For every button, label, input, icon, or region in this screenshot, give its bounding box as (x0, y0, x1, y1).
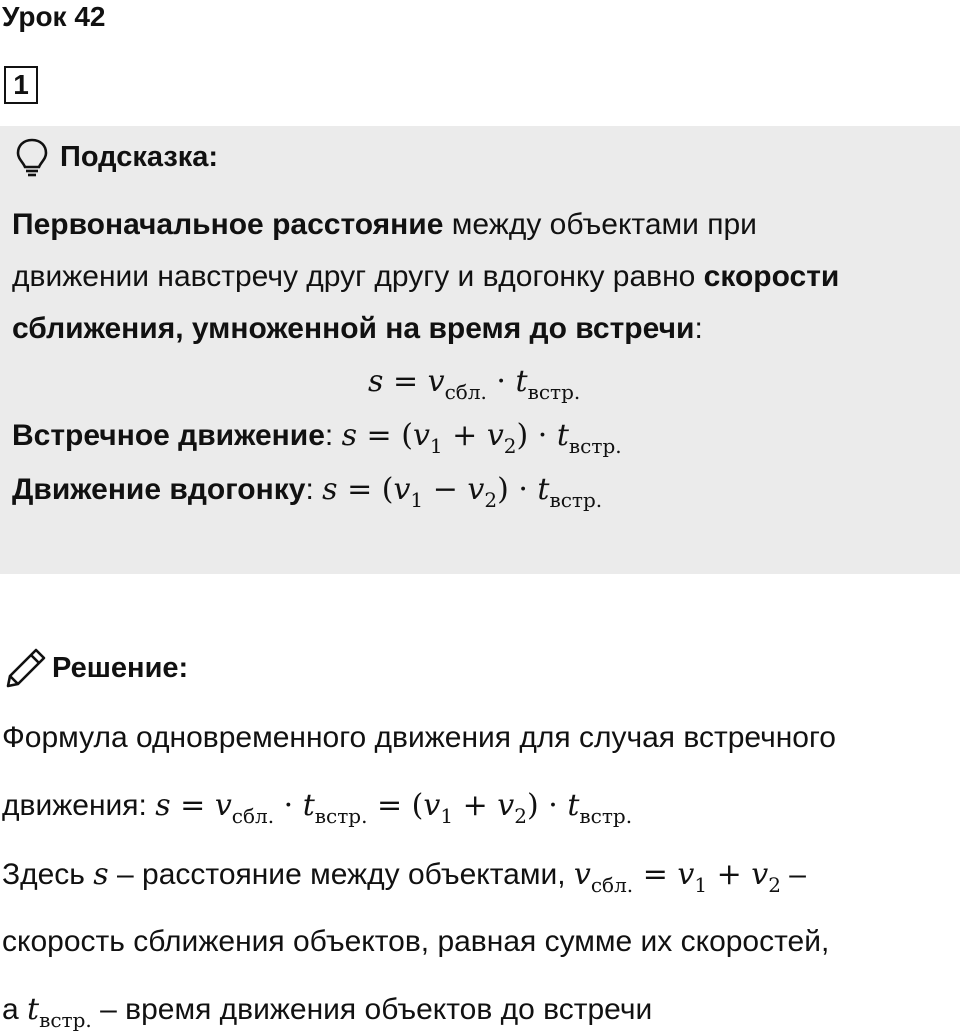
solution-heading: Решение: (52, 652, 189, 684)
solution-line-2: движения: $s = v_{сбл.} \cdot t_{встр.} = (v_1 + v_2) \cdot t_{встр.}$ (2, 788, 633, 828)
hint-heading: Подсказка: (60, 141, 219, 173)
lightbulb-icon (14, 137, 50, 177)
pencil-icon (4, 646, 48, 690)
formula-meeting: Встречное движение: $s = (v_1 + v_2) \cdot t_{встр.}$ (12, 418, 622, 458)
task-number: 1 (4, 66, 38, 104)
solution-line-5: а $t_{встр.}$ – время движения объектов до встречи (2, 992, 653, 1032)
meeting-label: Встречное движение (12, 419, 325, 452)
chase-label: Движение вдогонку (12, 473, 306, 506)
lesson-title: Урок 42 (2, 1, 106, 32)
hint-term: Первоначальное расстояние (12, 208, 444, 241)
hint-line-2: движении навстречу друг другу и вдогонку равно скорости (12, 260, 840, 293)
solution-line-4: скорость сближения объектов, равная сумме их скоростей, (2, 925, 830, 958)
hint-line-3: сближения, умноженной на время до встречи: (12, 312, 703, 345)
formula-chase: Движение вдогонку: $s = (v_1 - v_2) \cdot t_{встр.}$ (12, 472, 603, 512)
formula-general: $s = v_{сбл.} \cdot t_{встр.}$ (368, 364, 581, 404)
solution-line-1: Формула одновременного движения для случая встречного (2, 721, 836, 754)
hint-line-1: Первоначальное расстояние между объектами при (12, 208, 757, 241)
solution-line-3: Здесь s – расстояние между объектами, $v_{сбл.} = v_1 + v_2$ – (2, 857, 806, 897)
